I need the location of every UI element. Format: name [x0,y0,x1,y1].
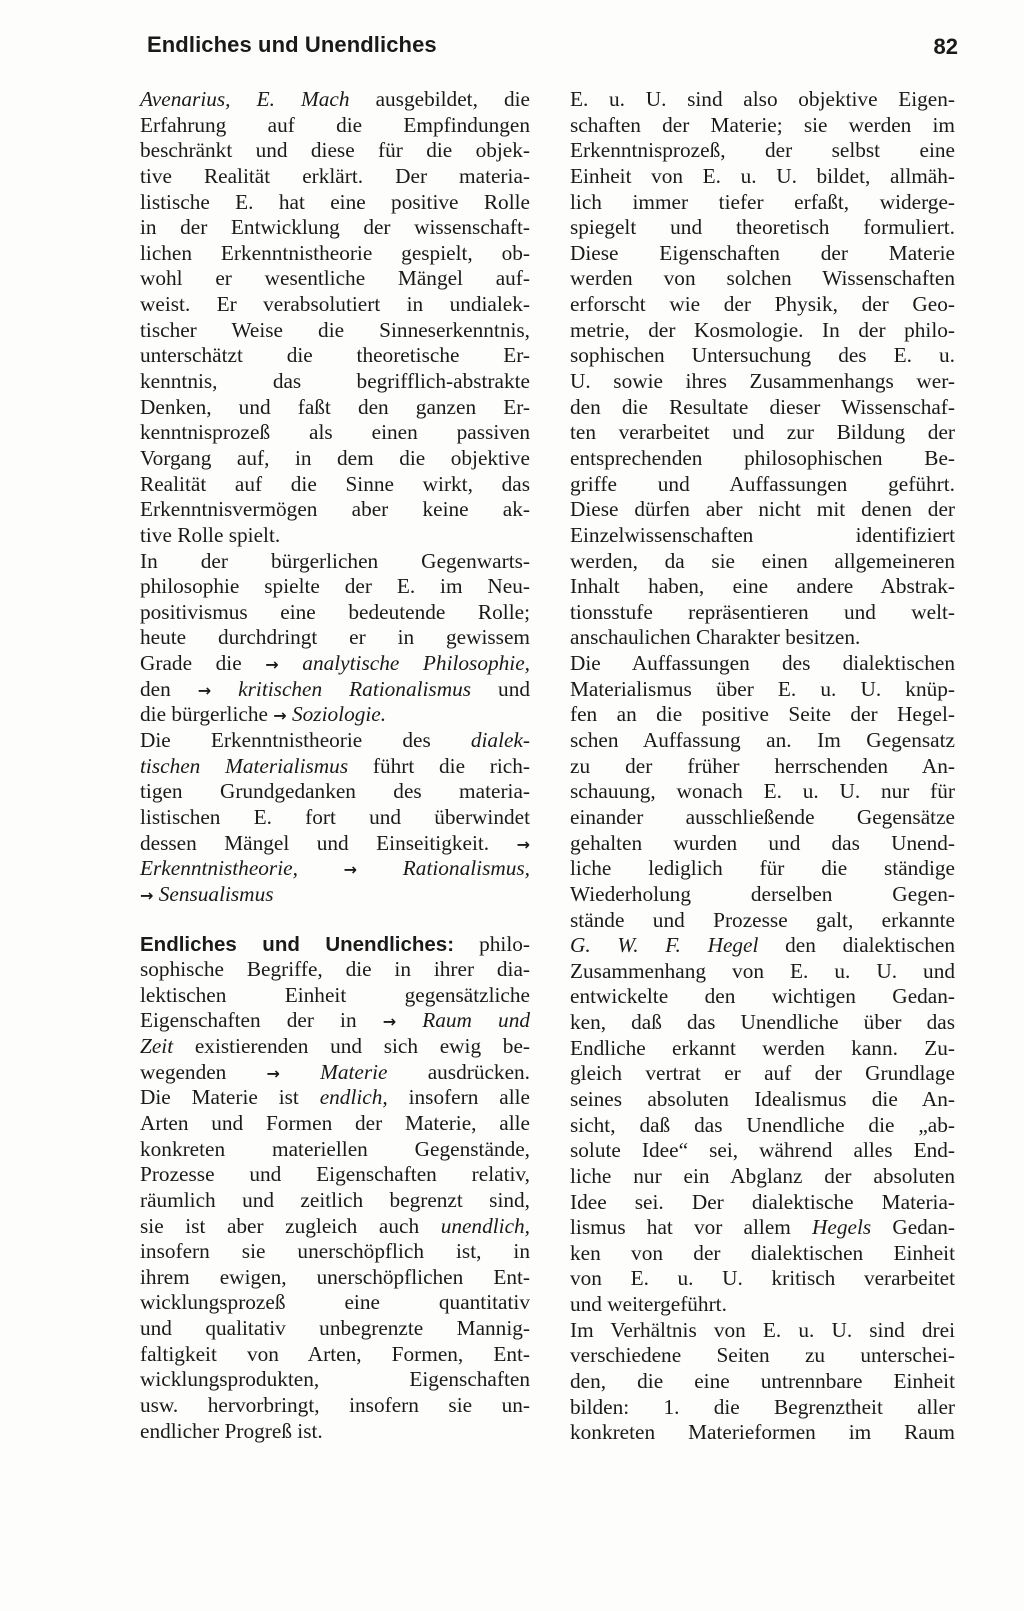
cross-reference-arrow-icon: → [297,860,403,880]
text-line: gehalten wurden und das Unend- [570,830,955,855]
text-line: heute durchdringt er in gewissem [140,625,530,650]
emphasis-text: dialek- [470,728,530,753]
text-line: faltigkeit von Arten, Formen, Ent- [140,1341,530,1366]
text-line: E. u. U. sind also objektive Eigen- [570,87,955,111]
emphasis-text: tischen Materialismus [140,753,349,778]
text-line: liche nur ein Abglanz der absoluten [570,1163,955,1188]
entry-headword-line [140,932,530,958]
line-text: dessen Mängel und Einseitigkeit. [140,830,517,855]
cross-reference-arrow-icon: → [140,885,154,905]
cross-reference-link[interactable]: Erkenntnistheorie, [140,856,298,881]
text-line: ihrem ewigen, unerschöpflichen Ent- [140,1264,530,1289]
text-line: stände und Prozesse galt, erkannte [570,907,955,932]
text-line: sophischen Untersuchung des E. u. [570,343,955,368]
person-name: Hegels [812,1215,872,1240]
text-line [140,651,530,677]
line-text: Grade die [140,651,266,676]
text-line: wicklungsprozeß eine quantitativ [140,1290,530,1315]
text-line: schaften der Materie; sie werden im [570,112,955,137]
text-line: werden von solchen Wissenschaften [570,266,955,291]
text-line [140,702,530,728]
text-line: Erfahrung auf die Empfindungen [140,112,530,137]
text-line: Realität auf die Sinne wirkt, das [140,471,530,496]
text-line [570,933,955,959]
text-line: tischer Weise die Sinneserkenntnis, [140,317,530,342]
text-line: Im Verhältnis von E. u. U. sind drei [570,1317,955,1342]
text-line: ten verarbeitet und zur Bildung der [570,420,955,445]
text-line: lichen Erkenntnistheorie gespielt, ob- [140,240,530,265]
text-line: sophische Begriffe, die in ihrer dia- [140,957,530,982]
line-text: Die Materie ist [140,1085,320,1110]
text-line: einander ausschließende Gegensätze [570,804,955,829]
text-line: Arten und Formen der Materie, alle [140,1110,530,1135]
cross-reference-link[interactable]: analytische Philosophie, [278,651,530,676]
text-line: und qualitativ unbegrenzte Mannig- [140,1316,530,1341]
text-line: Die Auffassungen des dialektischen [570,651,955,676]
text-line: Einheit von E. u. U. bildet, allmäh- [570,163,955,188]
cross-reference-link[interactable]: kritischen Rationalismus [211,676,472,701]
text-line: philosophie spielte der E. im Neu- [140,574,530,599]
cross-reference-arrow-icon: → [382,1012,397,1032]
text-line: liche lediglich für die ständige [570,856,955,881]
text-line [140,1034,530,1060]
text-line: entsprechenden philosophischen Be- [570,445,955,470]
text-line: Inhalt haben, eine andere Abstrak- [570,574,955,599]
text-line: Erkenntnisprozeß, der selbst eine [570,138,955,163]
line-text: den [140,676,198,701]
line-text: Die Erkenntnistheorie des [140,728,471,753]
cross-reference-link[interactable]: Sensualismus [153,881,274,906]
text-line: den, die eine untrennbare Einheit [570,1369,955,1394]
text-line [140,882,530,908]
cross-reference-arrow-icon: → [273,706,287,726]
cross-reference-link[interactable]: Raum und [396,1008,531,1033]
text-line: werden, da sie einen allgemeineren [570,548,955,573]
text-line [140,831,530,857]
text-line: Endliche erkannt werden kann. Zu- [570,1035,955,1060]
right-column [570,87,955,1446]
text-line [140,856,530,882]
cross-reference-arrow-icon: → [516,834,530,854]
text-line: griffe und Auffassungen geführt. [570,471,955,496]
text-line: spiegelt und theoretisch formuliert. [570,215,955,240]
text-line: und weitergeführt. [570,1292,727,1317]
text-line: Denken, und faßt den ganzen Er- [140,394,530,419]
text-line: in der Entwicklung der wissenschaft- [140,215,530,240]
text-line: gleich vertrat er auf der Grundlage [570,1061,955,1086]
text-line [140,1085,530,1111]
emphasis-text: endlich, [319,1085,388,1110]
text-line: Materialismus über E. u. U. knüp- [570,676,955,701]
page-number: 82 [933,34,958,59]
text-line: schauung, wonach E. u. U. nur für [570,779,955,804]
line-text: und [471,676,530,701]
text-line: tive Realität erklärt. Der materia- [140,163,530,188]
text-line: seines absoluten Idealismus die An- [570,1086,955,1111]
text-line: lektischen Einheit gegensätzliche [140,982,530,1007]
text-line: listischen E. fort und überwindet [140,804,530,829]
line-text: Gedan- [871,1215,955,1240]
text-line: Idee sei. Der dialektische Materia- [570,1189,955,1214]
person-name: G. W. F. Hegel [570,933,759,958]
text-line: Einzelwissenschaften identifiziert [570,522,955,547]
text-line: anschaulichen Charakter besitzen. [570,625,861,650]
text-line: konkreten materiellen Gegenstände, [140,1136,530,1161]
text-line: Wiederholung derselben Gegen- [570,881,955,906]
line-text: existierenden und sich ewig be- [173,1034,530,1059]
text-line: wohl er wesentliche Mängel auf- [140,266,530,291]
text-line: bilden: 1. die Begrenztheit aller [570,1394,955,1419]
text-line: von E. u. U. kritisch verarbeitet [570,1266,955,1291]
text-line: zu der früher herrschenden An- [570,753,955,778]
text-line: konkreten Materieformen im Raum [570,1420,955,1445]
text-line: ken, daß das Unendliche über das [570,1010,955,1035]
line-text: insofern alle [387,1085,530,1110]
text-line: tigen Grundgedanken des materia- [140,779,530,804]
text-line: kenntnis, das begrifflich-abstrakte [140,369,530,394]
emphasis-text: unendlich, [440,1213,530,1238]
text-line: metrie, der Kosmologie. In der philo- [570,317,955,342]
text-line: Zusammenhang von E. u. U. und [570,958,955,983]
text-line: sicht, daß das Unendliche die „ab- [570,1112,955,1137]
entry-headword: Endliches und Unendliches: [140,932,455,956]
text-line: verschiedene Seiten zu unterschei- [570,1343,955,1368]
line-text: Eigenschaften der in [140,1008,383,1033]
text-line: In der bürgerlichen Gegenwarts- [140,548,530,573]
text-line: erforscht wie der Physik, der Geo- [570,292,955,317]
line-text: ausgebildet, die [349,87,530,111]
text-line: listische E. hat eine positive Rolle [140,189,530,214]
text-line: Erkenntnisvermögen aber keine ak- [140,497,530,522]
text-line: Diese Eigenschaften der Materie [570,240,955,265]
line-text: philo- [454,931,530,956]
line-text: wegenden [140,1059,267,1084]
text-line [140,677,530,703]
text-line [140,87,530,113]
text-line: räumlich und zeitlich begrenzt sind, [140,1187,530,1212]
line-text: sie ist aber zugleich auch [140,1213,441,1238]
text-line [140,1060,530,1086]
text-line: U. sowie ihres Zusammenhangs wer- [570,369,955,394]
text-line: fen an die positive Seite der Hegel- [570,702,955,727]
text-line: tive Rolle spielt. [140,522,281,547]
left-column [140,87,530,1444]
text-line: den die Resultate dieser Wissenschaf- [570,394,955,419]
line-text: lismus hat vor allem [570,1215,813,1240]
line-text: ausdrücken. [387,1059,530,1084]
line-text: die bürgerliche [140,702,274,727]
running-head-title: Endliches und Unendliches [147,32,437,57]
text-line [570,1215,955,1241]
text-line [140,1008,530,1034]
text-line: wicklungsprodukten, Eigenschaften [140,1367,530,1392]
text-line [140,1214,530,1240]
text-line [140,728,530,754]
cross-reference-link[interactable]: Rationalismus, [402,856,530,881]
text-line: Prozesse und Eigenschaften relativ, [140,1162,530,1187]
cross-reference-link[interactable]: Materie [279,1059,388,1084]
cross-reference-link[interactable]: Soziologie. [286,702,387,727]
text-line: insofern sie unerschöpflich ist, in [140,1239,530,1264]
text-line: solute Idee“ sei, während alles End- [570,1138,955,1163]
text-line: schen Auffassung an. Im Gegensatz [570,728,955,753]
text-line: positivismus eine bedeutende Rolle; [140,599,530,624]
text-line: lich immer tiefer erfaßt, widerge- [570,189,955,214]
cross-reference-arrow-icon: → [197,680,212,700]
cross-reference-arrow-icon: → [266,1063,280,1083]
text-line: beschränkt und diese für die objek- [140,138,530,163]
text-line: ken von der dialektischen Einheit [570,1240,955,1265]
text-line: Vorgang auf, in dem die objektive [140,445,530,470]
text-line: Diese dürfen aber nicht mit denen der [570,497,955,522]
text-line: tionsstufe repräsentieren und welt- [570,599,955,624]
cross-reference-arrow-icon: → [265,655,279,675]
text-line: weist. Er verabsolutiert in undialek- [140,292,530,317]
reference-names: Avenarius, E. Mach [140,87,350,111]
text-line: unterschätzt die theoretische Er- [140,343,530,368]
line-text: den dialektischen [758,933,955,958]
text-line: kenntnisprozeß als einen passiven [140,420,530,445]
text-line: endlicher Progreß ist. [140,1418,323,1443]
cross-reference-link[interactable]: Zeit [140,1034,174,1059]
text-line [140,754,530,780]
text-line: entwickelte den wichtigen Gedan- [570,984,955,1009]
text-line: usw. hervorbringt, insofern sie un- [140,1393,530,1418]
line-text: führt die rich- [348,753,530,778]
